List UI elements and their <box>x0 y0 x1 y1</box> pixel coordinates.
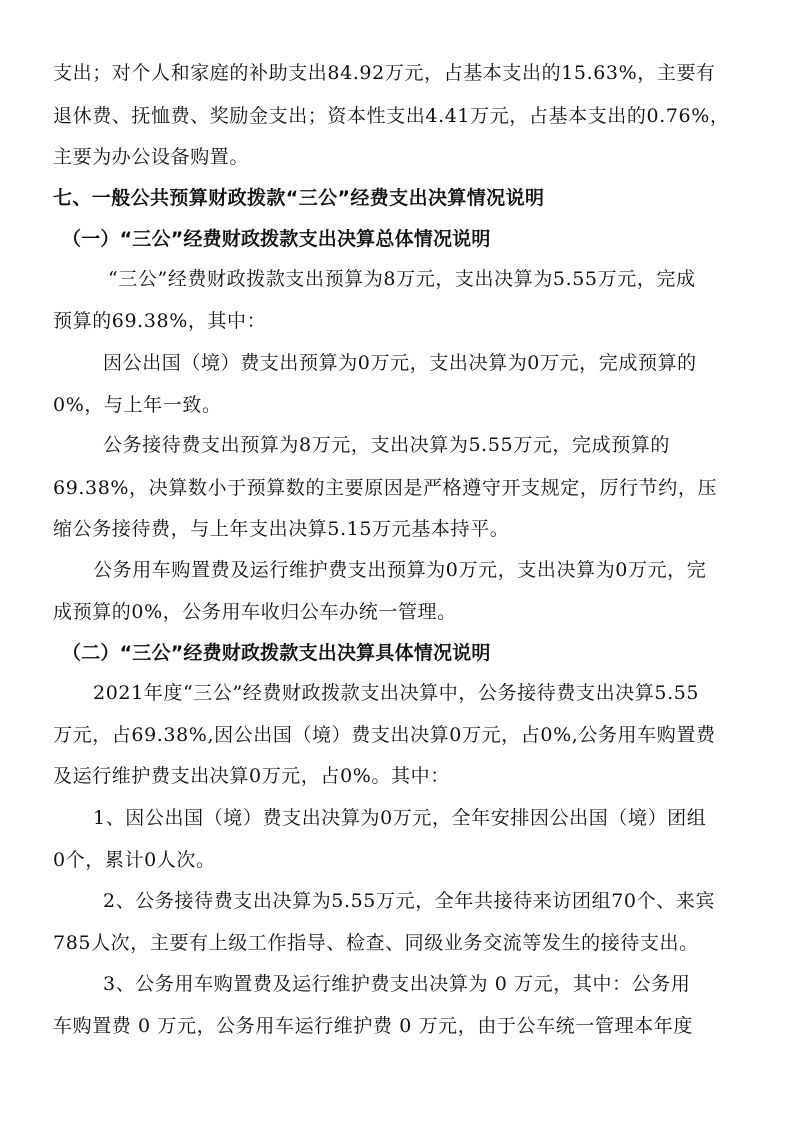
paragraph-line: 785人次，主要有上级工作指导、检查、同级业务交流等发生的接待支出。 <box>53 932 699 954</box>
subsection-heading: （一）“三公”经费财政拨款支出决算总体情况说明 <box>62 228 491 250</box>
paragraph-line: 69.38%，决算数小于预算数的主要原因是严格遵守开支规定，厉行节约，压 <box>53 477 718 499</box>
paragraph-line: 1、因公出国（境）费支出决算为0万元，全年安排因公出国（境）团组 <box>93 807 707 829</box>
paragraph-line: 车购置费 0 万元，公务用车运行维护费 0 万元，由于公车统一管理本年度 <box>53 1015 693 1037</box>
paragraph-line: 万元，占69.38%,因公出国（境）费支出决算0万元，占0%,公务用车购置费 <box>53 724 716 746</box>
paragraph-line: 支出；对个人和家庭的补助支出84.92万元，占基本支出的15.63%，主要有 <box>53 62 716 84</box>
paragraph-line: 3、公务用车购置费及运行维护费支出决算为 0 万元，其中：公务用 <box>103 973 691 995</box>
paragraph-line: 退休费、抚恤费、奖励金支出；资本性支出4.41万元，占基本支出的0.76%， <box>53 105 730 127</box>
paragraph-line: 成预算的0%，公务用车收归公车办统一管理。 <box>53 601 457 623</box>
paragraph-line: 缩公务接待费，与上年支出决算5.15万元基本持平。 <box>53 518 510 540</box>
paragraph-line: 因公出国（境）费支出预算为0万元，支出决算为0万元，完成预算的 <box>103 352 697 374</box>
paragraph-line: 预算的69.38%，其中： <box>53 310 267 332</box>
paragraph-line: 2、公务接待费支出决算为5.55万元，全年共接待来访团组70个、来宾 <box>103 890 715 912</box>
paragraph-line: 0个，累计0人次。 <box>53 849 216 871</box>
paragraph-line: 及运行维护费支出决算0万元，占0%。其中： <box>53 765 450 787</box>
paragraph-line: 公务用车购置费及运行维护费支出预算为0万元，支出决算为0万元，完 <box>93 559 707 581</box>
paragraph-line: “三公”经费财政拨款支出预算为8万元，支出决算为5.55万元，完成 <box>108 268 696 290</box>
paragraph-line: 0%，与上年一致。 <box>53 394 222 416</box>
subsection-heading: （二）“三公”经费财政拨款支出决算具体情况说明 <box>62 642 491 664</box>
paragraph-line: 2021年度“三公”经费财政拨款支出决算中，公务接待费支出决算5.55 <box>93 682 700 704</box>
paragraph-line: 公务接待费支出预算为8万元，支出决算为5.55万元，完成预算的 <box>103 434 670 456</box>
paragraph-line: 主要为办公设备购置。 <box>53 146 250 168</box>
section-heading: 七、一般公共预算财政拨款“三公”经费支出决算情况说明 <box>53 187 545 209</box>
